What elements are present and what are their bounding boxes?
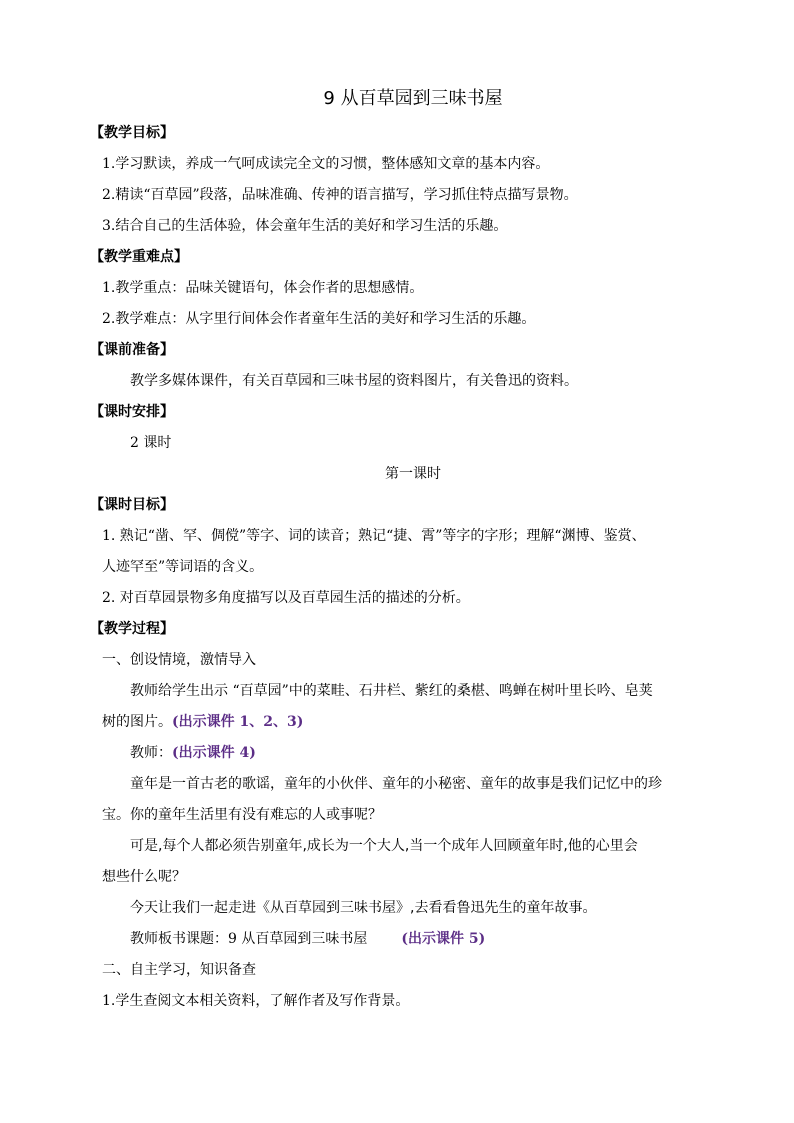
- document-title: 9 从百草园到三味书屋: [323, 88, 503, 109]
- schedule-text: 2 课时: [130, 435, 172, 451]
- step-2-heading: 二、自主学习，知识备查: [102, 962, 256, 978]
- board-title-line: [102, 924, 724, 955]
- heading-key-points: 【教学重难点】: [90, 249, 188, 265]
- preparation-text: 教学多媒体课件，有关百草园和三味书屋的资料图片，有关鲁迅的资料。: [130, 373, 578, 389]
- heading-lesson-goals: 【课时目标】: [90, 497, 174, 513]
- heading-preparation: 【课前准备】: [90, 342, 174, 358]
- lesson-goal-2: 2. 对百草园景物多角度描写以及百草园生活的描述的分析。: [102, 590, 470, 606]
- speech-1-line1: 童年是一首古老的歌谣，童年的小伙伴、童年的小秘密、童年的故事是我们记忆中的珍: [130, 776, 662, 792]
- board-title-text: 教师板书课题：9 从百草园到三味书屋: [130, 931, 368, 947]
- teacher-label: 教师：: [130, 745, 172, 761]
- speech-3: 今天让我们一起走进《从百草园到三味书屋》,去看看鲁迅先生的童年故事。: [130, 900, 597, 916]
- heading-teaching-goals: 【教学目标】: [90, 125, 174, 141]
- heading-teaching-process: 【教学过程】: [90, 621, 174, 637]
- speech-2-line1: 可是,每个人都必须告别童年,成长为一个大人,当一个成年人回顾童年时,他的心里会: [130, 838, 638, 854]
- goal-item: 1.学习默读，养成一气呵成读完全文的习惯，整体感知文章的基本内容。: [102, 156, 550, 172]
- lesson-goal-1-line1: 1. 熟记“凿、罕、倜傥”等字、词的读音；熟记“捷、霄”等字的字形；理解“渊博、鉴赏、: [102, 528, 646, 544]
- step-1-paragraph-line2: [102, 707, 724, 738]
- teacher-line: [102, 738, 724, 769]
- goal-item: 3.结合自己的生活体验，体会童年生活的美好和学习生活的乐趣。: [102, 218, 508, 234]
- speech-1-line2: 宝。你的童年生活里有没有难忘的人或事呢？: [102, 807, 382, 823]
- courseware-tag: (出示课件 4): [172, 745, 256, 761]
- courseware-tag: (出示课件 5): [401, 931, 486, 947]
- speech-2-line2: 想些什么呢？: [102, 869, 186, 885]
- key-point-item: 1.教学重点：品味关键语句，体会作者的思想感情。: [102, 280, 424, 296]
- step-1-paragraph-line1: 教师给学生出示 “百草园”中的菜畦、石井栏、紫红的桑椹、鸣蝉在树叶里长吟、皂荚: [130, 683, 653, 699]
- step-1-heading: 一、创设情境，激情导入: [102, 652, 256, 668]
- step-1-paragraph-text: 树的图片。: [102, 714, 172, 730]
- courseware-tag: (出示课件 1、2、3): [172, 714, 304, 730]
- lesson-one-title: 第一课时: [385, 466, 441, 482]
- heading-schedule: 【课时安排】: [90, 404, 174, 420]
- key-point-item: 2.教学难点：从字里行间体会作者童年生活的美好和学习生活的乐趣。: [102, 311, 536, 327]
- lesson-goal-1-line2: 人迹罕至”等词语的含义。: [102, 559, 264, 575]
- step-2-item-1: 1.学生查阅文本相关资料，了解作者及写作背景。: [102, 993, 410, 1009]
- goal-item: 2.精读“百草园”段落，品味准确、传神的语言描写，学习抓住特点描写景物。: [102, 187, 578, 203]
